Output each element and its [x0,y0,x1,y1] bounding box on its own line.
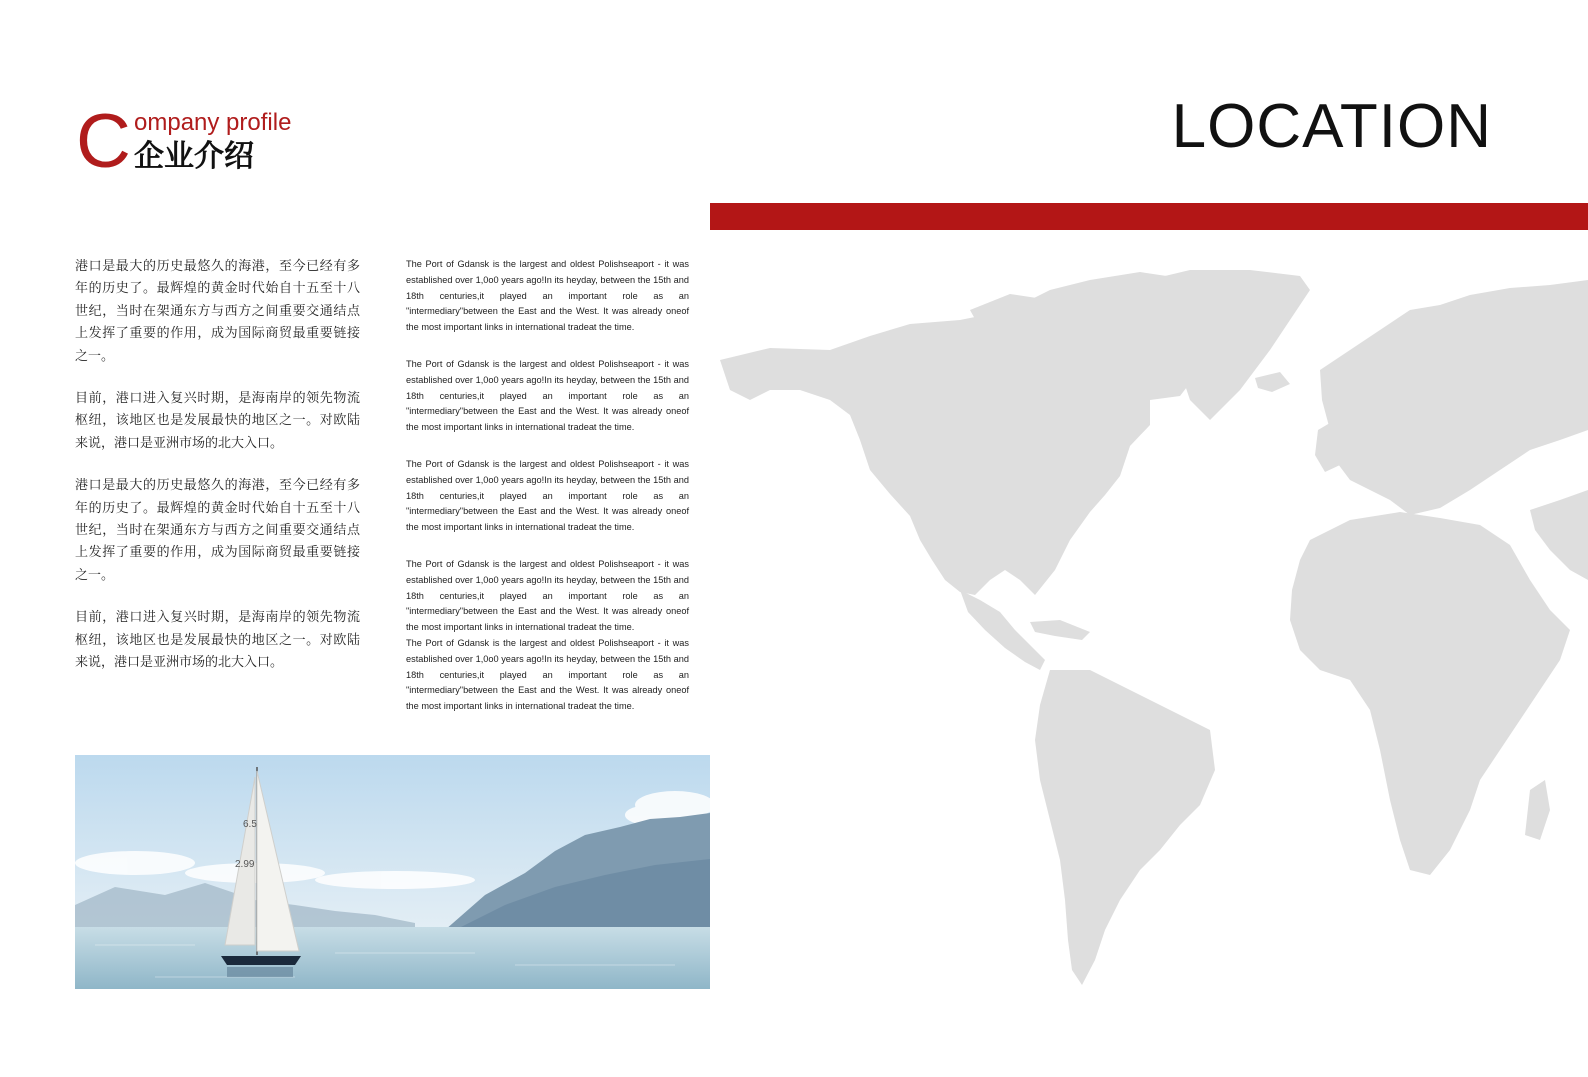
world-map [710,250,1588,1000]
english-paragraph: The Port of Gdansk is the largest and oldest Polishseaport - it was established over 1,0o0 years ago!In its heyday, between the 15th and 18th centuries,it played an important role as an "intermediary"between the East and the West. It was already oneof the most important links in international tradeat the time. [406,558,689,633]
madagascar-shape [1525,780,1550,840]
hull-reflection [227,967,293,977]
middle-east-shape [1530,490,1588,580]
english-paragraph: The Port of Gdansk is the largest and oldest Polishseaport - it was established over 1,0o0 years ago!In its heyday, between the 15th and 18th centuries,it played an important role as an "intermediary"between the East and the West. It was already oneof the most important links in international tradeat the time. [406,637,689,712]
south-america-shape [1035,670,1215,985]
caribbean-shape [1030,620,1090,640]
iceland-shape [1255,372,1290,392]
hull [221,956,301,965]
sailboat-lake-photo [75,755,710,989]
chinese-paragraph: 目前，港口进入复兴时期，是海南岸的领先物流枢纽，该地区也是发展最快的地区之一。对欧陆来说，港口是亚洲市场的北大入口。 [75,391,360,451]
lake-water [75,927,710,989]
sail-number-bottom: 2.99 [235,859,255,870]
chinese-paragraph: 港口是最大的历史最悠久的海港，至今已经有多年的历史了。最辉煌的黄金时代始自十五至十八世纪，当时在架通东方与西方之间重要交通结点上发挥了重要的作用，成为国际商贸最重要链接之一。 [75,478,360,583]
english-paragraph: The Port of Gdansk is the largest and oldest Polishseaport - it was established over 1,0o0 years ago!In its heyday, between the 15th and 18th centuries,it played an important role as an "intermediary"between the East and the West. It was already oneof the most important links in international tradeat the time. [406,259,689,333]
red-accent-band [710,203,1588,230]
english-text-column [406,257,689,736]
company-profile-heading [76,100,336,190]
english-paragraph: The Port of Gdansk is the largest and oldest Polishseaport - it was established over 1,0o0 years ago!In its heyday, between the 15th and 18th centuries,it played an important role as an "intermediary"between the East and the West. It was already oneof the most important links in international tradeat the time. [406,458,689,533]
english-paragraph: The Port of Gdansk is the largest and oldest Polishseaport - it was established over 1,0o0 years ago!In its heyday, between the 15th and 18th centuries,it played an important role as an "intermediary"between the East and the West. It was already oneof the most important links in international tradeat the time. [406,358,689,433]
chinese-text-column [75,256,360,695]
chinese-paragraph: 目前，港口进入复兴时期，是海南岸的领先物流枢纽，该地区也是发展最快的地区之一。对欧陆来说，港口是亚洲市场的北大入口。 [75,610,360,671]
company-profile-chinese-title: 企业介绍 [134,139,254,174]
central-america-shape [960,590,1045,670]
location-title: LOCATION [1171,92,1492,161]
company-profile-english-title: ompany profile [134,109,292,136]
sail-number-top: 6.5 [243,819,257,830]
chinese-paragraph: 港口是最大的历史最悠久的海港，至今已经有多年的历史了。最辉煌的黄金时代始自十五至十八世纪，当时在架通东方与西方之间重要交通结点上发挥了重要的作用，成为国际商贸最重要链接之一。 [75,259,360,364]
logo-initial-letter: C [76,99,129,184]
